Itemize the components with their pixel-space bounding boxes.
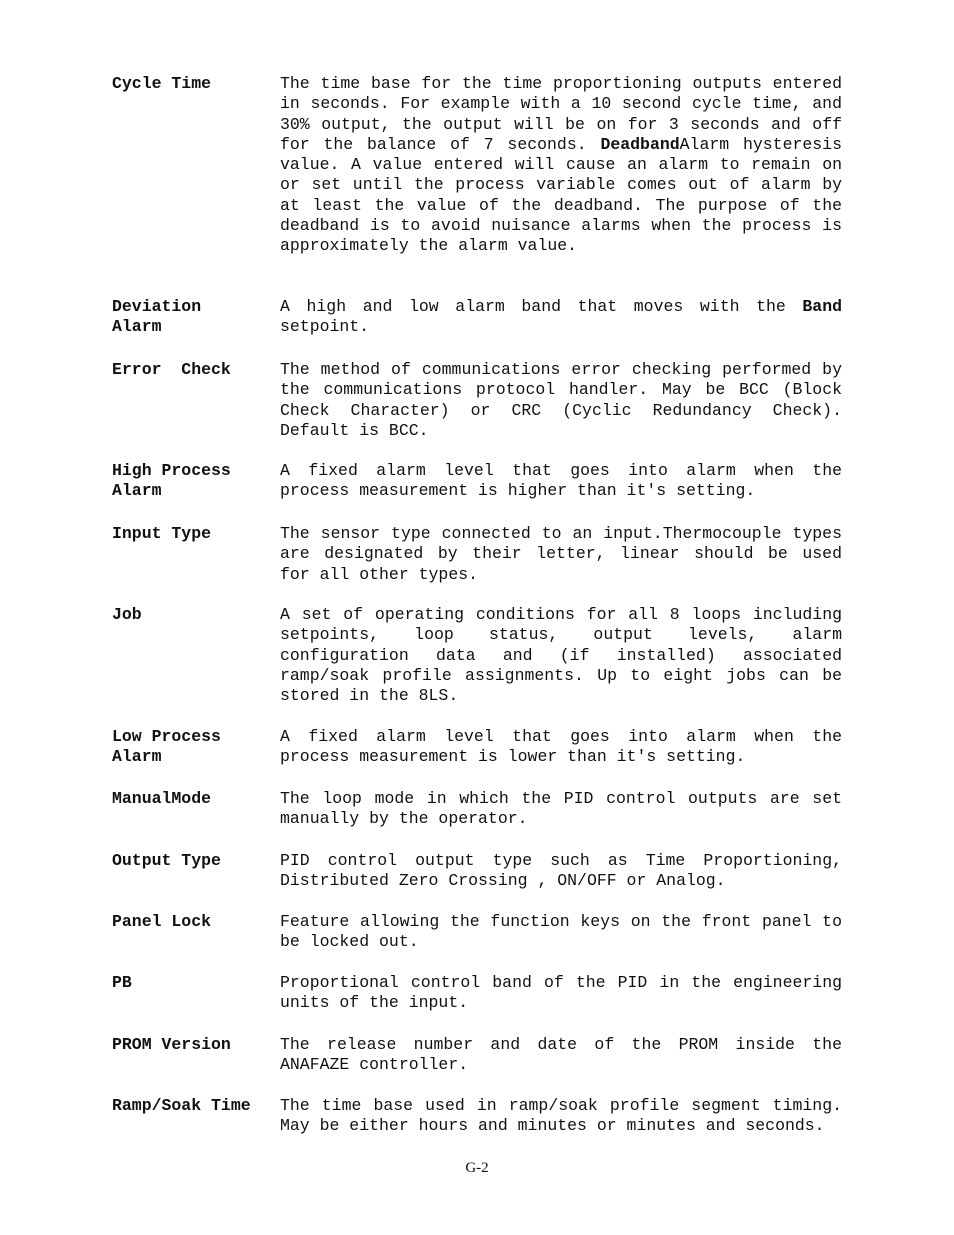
glossary-definition: The release number and date of the PROM inside the ANAFAZE controller. bbox=[280, 1035, 842, 1075]
glossary-definition: Feature allowing the function keys on the front panel to be locked out. bbox=[280, 912, 842, 952]
glossary-definition: A fixed alarm level that goes into alarm when the process measurement is lower than it's setting. bbox=[280, 727, 842, 767]
glossary-term: Cycle Time bbox=[112, 74, 212, 93]
glossary-definition: The sensor type connected to an input.Thermocouple types are designated by their letter, linear should be used for all other types. bbox=[280, 524, 842, 584]
glossary-term: Deviation Alarm bbox=[112, 297, 202, 337]
glossary-term: PROM Version bbox=[112, 1035, 231, 1054]
glossary-definition: The time base for the time proportioning outputs entered in seconds. For example with a 10 second cycle time, and 30% output, the output will be on for 3 seconds and off for the balance of 7 seconds. DeadbandAlarm hysteresis value. A value entered will cause an alarm to remain on or set until the process variable comes out of alarm by at least the value of the deadband. The purpose of the deadband is to avoid nuisance alarms when the process is approximately the alarm value. bbox=[280, 74, 842, 256]
glossary-term: Input Type bbox=[112, 524, 212, 543]
glossary-definition: The time base used in ramp/soak profile segment timing. May be either hours and minutes or minutes and seconds. bbox=[280, 1096, 842, 1136]
glossary-term: ManualMode bbox=[112, 789, 212, 808]
inline-term-band: Band bbox=[802, 297, 842, 316]
glossary-term: Ramp/Soak Time bbox=[112, 1096, 251, 1115]
glossary-term: High Process Alarm bbox=[112, 461, 231, 501]
glossary-definition: The method of communications error checking performed by the communications protocol handler. May be BCC (Block Check Character) or CRC (Cyclic Redundancy Check). Default is BCC. bbox=[280, 360, 842, 440]
glossary-term: Job bbox=[112, 605, 142, 624]
glossary-definition: The loop mode in which the PID control outputs are set manually by the operator. bbox=[280, 789, 842, 829]
glossary-definition: A set of operating conditions for all 8 loops including setpoints, loop status, output levels, alarm configuration data and (if installed) associated ramp/soak profile assignments. Up to eight jobs can be stored in the 8LS. bbox=[280, 605, 842, 706]
glossary-definition: PID control output type such as Time Proportioning, Distributed Zero Crossing , ON/OFF or Analog. bbox=[280, 851, 842, 891]
glossary-term: Output Type bbox=[112, 851, 221, 870]
glossary-definition: A fixed alarm level that goes into alarm when the process measurement is higher than it's setting. bbox=[280, 461, 842, 501]
page-number: G-2 bbox=[465, 1160, 489, 1176]
glossary-definition: A high and low alarm band that moves with the Band setpoint. bbox=[280, 297, 842, 337]
glossary-term: Low Process Alarm bbox=[112, 727, 221, 767]
glossary-term: Error Check bbox=[112, 360, 231, 379]
glossary-term: PB bbox=[112, 973, 132, 992]
glossary-term: Panel Lock bbox=[112, 912, 212, 931]
glossary-definition: Proportional control band of the PID in the engineering units of the input. bbox=[280, 973, 842, 1013]
inline-term-deadband: Deadband bbox=[600, 134, 680, 154]
